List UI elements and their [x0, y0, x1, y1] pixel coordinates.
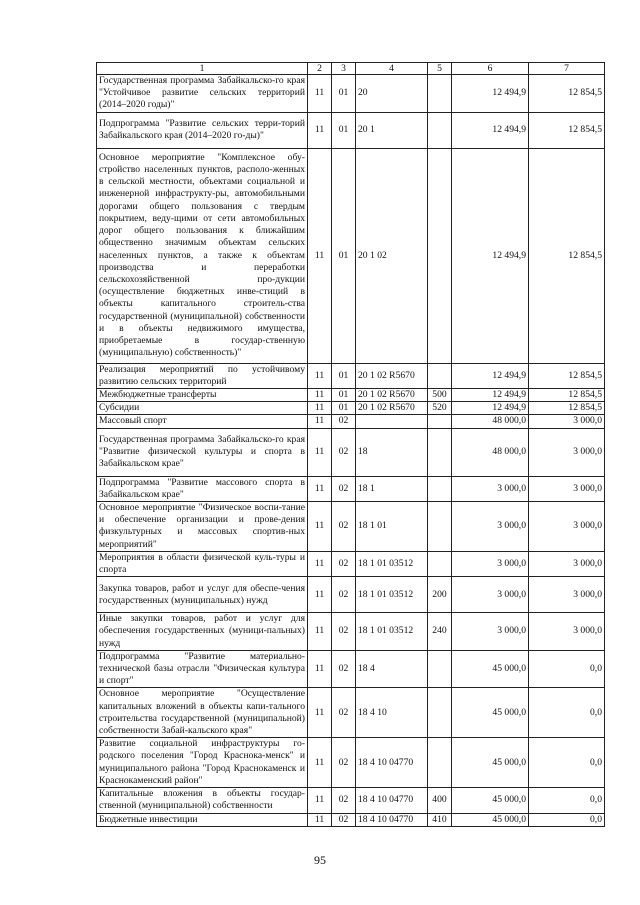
section-cell: 11	[308, 502, 332, 552]
amount-col6-cell: 45 000,0	[452, 813, 529, 826]
target-article-cell: 18 4 10 04770	[356, 738, 428, 788]
amount-col6-cell: 3 000,0	[452, 476, 529, 501]
expense-type-cell	[428, 428, 452, 476]
subsection-cell: 02	[332, 502, 356, 552]
row-name-cell: Мероприятия в области физической куль-туры и спорта	[97, 551, 308, 576]
table-row	[97, 476, 605, 501]
section-cell: 11	[308, 788, 332, 813]
row-name-cell: Межбюджетные трансферты	[97, 389, 308, 402]
row-name-cell: Капитальные вложения в объекты государ-ственной (муниципальной) собственности	[97, 788, 308, 813]
expense-type-cell	[428, 363, 452, 388]
subsection-cell: 02	[332, 551, 356, 576]
amount-col7-cell: 3 000,0	[529, 613, 605, 651]
amount-col6-cell: 12 494,9	[452, 402, 529, 415]
header-cell: 5	[428, 63, 452, 75]
expense-type-cell: 200	[428, 577, 452, 613]
target-article-cell: 18 1 01 03512	[356, 551, 428, 576]
amount-col6-cell: 12 494,9	[452, 363, 529, 388]
header-cell: 3	[332, 63, 356, 75]
subsection-cell: 02	[332, 650, 356, 688]
page-number: 95	[314, 853, 326, 867]
amount-col6-cell: 3 000,0	[452, 502, 529, 552]
amount-col6-cell: 45 000,0	[452, 688, 529, 738]
section-cell: 11	[308, 738, 332, 788]
amount-col7-cell: 3 000,0	[529, 476, 605, 501]
subsection-cell: 01	[332, 363, 356, 388]
expense-type-cell: 500	[428, 389, 452, 402]
amount-col6-cell: 12 494,9	[452, 148, 529, 363]
section-cell: 11	[308, 551, 332, 576]
amount-col7-cell: 0,0	[529, 688, 605, 738]
amount-col6-cell: 48 000,0	[452, 415, 529, 428]
section-cell: 11	[308, 476, 332, 501]
amount-col7-cell: 12 854,5	[529, 363, 605, 388]
target-article-cell: 20 1 02 R5670	[356, 402, 428, 415]
row-name-cell: Бюджетные инвестиции	[97, 813, 308, 826]
target-article-cell: 18 4	[356, 650, 428, 688]
table-row	[97, 363, 605, 388]
target-article-cell: 20 1 02 R5670	[356, 389, 428, 402]
subsection-cell: 02	[332, 415, 356, 428]
target-article-cell: 20 1 02	[356, 148, 428, 363]
amount-col7-cell: 3 000,0	[529, 428, 605, 476]
amount-col6-cell: 3 000,0	[452, 577, 529, 613]
subsection-cell: 02	[332, 613, 356, 651]
target-article-cell: 20 1	[356, 112, 428, 148]
table-row	[97, 738, 605, 788]
row-name-cell: Реализация мероприятий по устойчивому развитию сельских территорий	[97, 363, 308, 388]
section-cell: 11	[308, 363, 332, 388]
expense-type-cell	[428, 650, 452, 688]
amount-col7-cell: 3 000,0	[529, 502, 605, 552]
section-cell: 11	[308, 650, 332, 688]
table-row	[97, 389, 605, 402]
row-name-cell: Подпрограмма "Развитие сельских терри-торий Забайкальского края (2014–2020 го-ды)"	[97, 112, 308, 148]
table-row	[97, 75, 605, 113]
target-article-cell: 18 1 01	[356, 502, 428, 552]
table-row	[97, 650, 605, 688]
section-cell: 11	[308, 112, 332, 148]
row-name-cell: Массовый спорт	[97, 415, 308, 428]
table-row	[97, 577, 605, 613]
row-name-cell: Основное мероприятие "Комплексное обу-стройство населенных пунктов, располо-женных в сельской местности, объектами социальной и инженерной инфраструкту-ры, автомобильными дорогами общего пользования с твердым покрытием, веду-щими от сети автомобильных дорог общего пользования к ближайшим общественно значимым объектам сельских населенных пунктов, а также к объектам производства и переработки сельскохозяйственной про-дукции (осуществление бюджетных инве-стиций в объекты капитального строитель-ства государственной (муниципальной) собственности и в объекты недвижимого имущества, приобретаемые в государ-ственную (муниципальную) собственность)"	[97, 148, 308, 363]
subsection-cell: 02	[332, 788, 356, 813]
subsection-cell: 02	[332, 688, 356, 738]
amount-col6-cell: 45 000,0	[452, 650, 529, 688]
section-cell: 11	[308, 402, 332, 415]
expense-type-cell	[428, 75, 452, 113]
budget-table	[96, 62, 605, 827]
expense-type-cell: 410	[428, 813, 452, 826]
subsection-cell: 01	[332, 389, 356, 402]
subsection-cell: 01	[332, 75, 356, 113]
table-row	[97, 428, 605, 476]
table-row	[97, 112, 605, 148]
section-cell: 11	[308, 415, 332, 428]
target-article-cell: 18 1	[356, 476, 428, 501]
row-name-cell: Государственная программа Забайкальско-го края "Развитие физической культуры и спорта в Забайкальском крае"	[97, 428, 308, 476]
section-cell: 11	[308, 428, 332, 476]
table-row	[97, 688, 605, 738]
target-article-cell: 18 1 01 03512	[356, 613, 428, 651]
amount-col6-cell: 45 000,0	[452, 788, 529, 813]
amount-col6-cell: 48 000,0	[452, 428, 529, 476]
amount-col7-cell: 12 854,5	[529, 112, 605, 148]
amount-col7-cell: 12 854,5	[529, 75, 605, 113]
expense-type-cell	[428, 415, 452, 428]
header-cell: 6	[452, 63, 529, 75]
amount-col6-cell: 3 000,0	[452, 551, 529, 576]
target-article-cell: 20	[356, 75, 428, 113]
amount-col6-cell: 12 494,9	[452, 389, 529, 402]
section-cell: 11	[308, 148, 332, 363]
amount-col7-cell: 12 854,5	[529, 402, 605, 415]
target-article-cell: 18 4 10	[356, 688, 428, 738]
amount-col7-cell: 3 000,0	[529, 551, 605, 576]
expense-type-cell	[428, 148, 452, 363]
header-cell: 7	[529, 63, 605, 75]
target-article-cell: 18 1 01 03512	[356, 577, 428, 613]
amount-col7-cell: 3 000,0	[529, 577, 605, 613]
amount-col7-cell: 0,0	[529, 738, 605, 788]
table-row	[97, 788, 605, 813]
expense-type-cell	[428, 738, 452, 788]
amount-col6-cell: 12 494,9	[452, 75, 529, 113]
expense-type-cell	[428, 112, 452, 148]
row-name-cell: Подпрограмма "Развитие материально-технической базы отрасли "Физическая культура и спорт"	[97, 650, 308, 688]
subsection-cell: 02	[332, 577, 356, 613]
subsection-cell: 02	[332, 428, 356, 476]
row-name-cell: Развитие социальной инфраструктуры го-родского поселения "Город Краснока-менск" и муниципального района "Город Краснокаменск и Краснокаменский район"	[97, 738, 308, 788]
expense-type-cell: 240	[428, 613, 452, 651]
target-article-cell: 18	[356, 428, 428, 476]
row-name-cell: Субсидии	[97, 402, 308, 415]
expense-type-cell	[428, 502, 452, 552]
table-row	[97, 415, 605, 428]
amount-col6-cell: 12 494,9	[452, 112, 529, 148]
expense-type-cell: 400	[428, 788, 452, 813]
section-cell: 11	[308, 577, 332, 613]
table-row	[97, 551, 605, 576]
amount-col6-cell: 3 000,0	[452, 613, 529, 651]
subsection-cell: 02	[332, 738, 356, 788]
target-article-cell: 20 1 02 R5670	[356, 363, 428, 388]
expense-type-cell: 520	[428, 402, 452, 415]
amount-col7-cell: 0,0	[529, 650, 605, 688]
section-cell: 11	[308, 75, 332, 113]
row-name-cell: Основное мероприятие "Осуществление капитальных вложений в объекты капи-тального строительства государственной (муниципальной) собственности Забай-кальского края"	[97, 688, 308, 738]
subsection-cell: 02	[332, 813, 356, 826]
row-name-cell: Закупка товаров, работ и услуг для обеспе-чения государственных (муниципальных) нужд	[97, 577, 308, 613]
amount-col6-cell: 45 000,0	[452, 738, 529, 788]
table-row	[97, 402, 605, 415]
section-cell: 11	[308, 389, 332, 402]
row-name-cell: Подпрограмма "Развитие массового спорта в Забайкальском крае"	[97, 476, 308, 501]
expense-type-cell	[428, 476, 452, 501]
target-article-cell: 18 4 10 04770	[356, 788, 428, 813]
header-cell: 4	[356, 63, 428, 75]
section-cell: 11	[308, 813, 332, 826]
section-cell: 11	[308, 613, 332, 651]
amount-col7-cell: 3 000,0	[529, 415, 605, 428]
amount-col7-cell: 0,0	[529, 788, 605, 813]
subsection-cell: 02	[332, 476, 356, 501]
amount-col7-cell: 12 854,5	[529, 148, 605, 363]
table-row	[97, 813, 605, 826]
table-row	[97, 613, 605, 651]
subsection-cell: 01	[332, 112, 356, 148]
amount-col7-cell: 0,0	[529, 813, 605, 826]
header-cell: 2	[308, 63, 332, 75]
row-name-cell: Основное мероприятие "Физическое воспи-тание и обеспечение организации и прове-дения физкультурных и массовых спортив-ных мероприятий"	[97, 502, 308, 552]
amount-col7-cell: 12 854,5	[529, 389, 605, 402]
section-cell: 11	[308, 688, 332, 738]
expense-type-cell	[428, 551, 452, 576]
header-cell: 1	[97, 63, 308, 75]
table-row	[97, 502, 605, 552]
table-header-row	[97, 63, 605, 75]
row-name-cell: Государственная программа Забайкальско-го края "Устойчивое развитие сельских территорий (2014–2020 годы)"	[97, 75, 308, 113]
table-row	[97, 148, 605, 363]
target-article-cell	[356, 415, 428, 428]
expense-type-cell	[428, 688, 452, 738]
subsection-cell: 01	[332, 148, 356, 363]
target-article-cell: 18 4 10 04770	[356, 813, 428, 826]
row-name-cell: Иные закупки товаров, работ и услуг для обеспечения государственных (муници-пальных) нужд	[97, 613, 308, 651]
subsection-cell: 01	[332, 402, 356, 415]
